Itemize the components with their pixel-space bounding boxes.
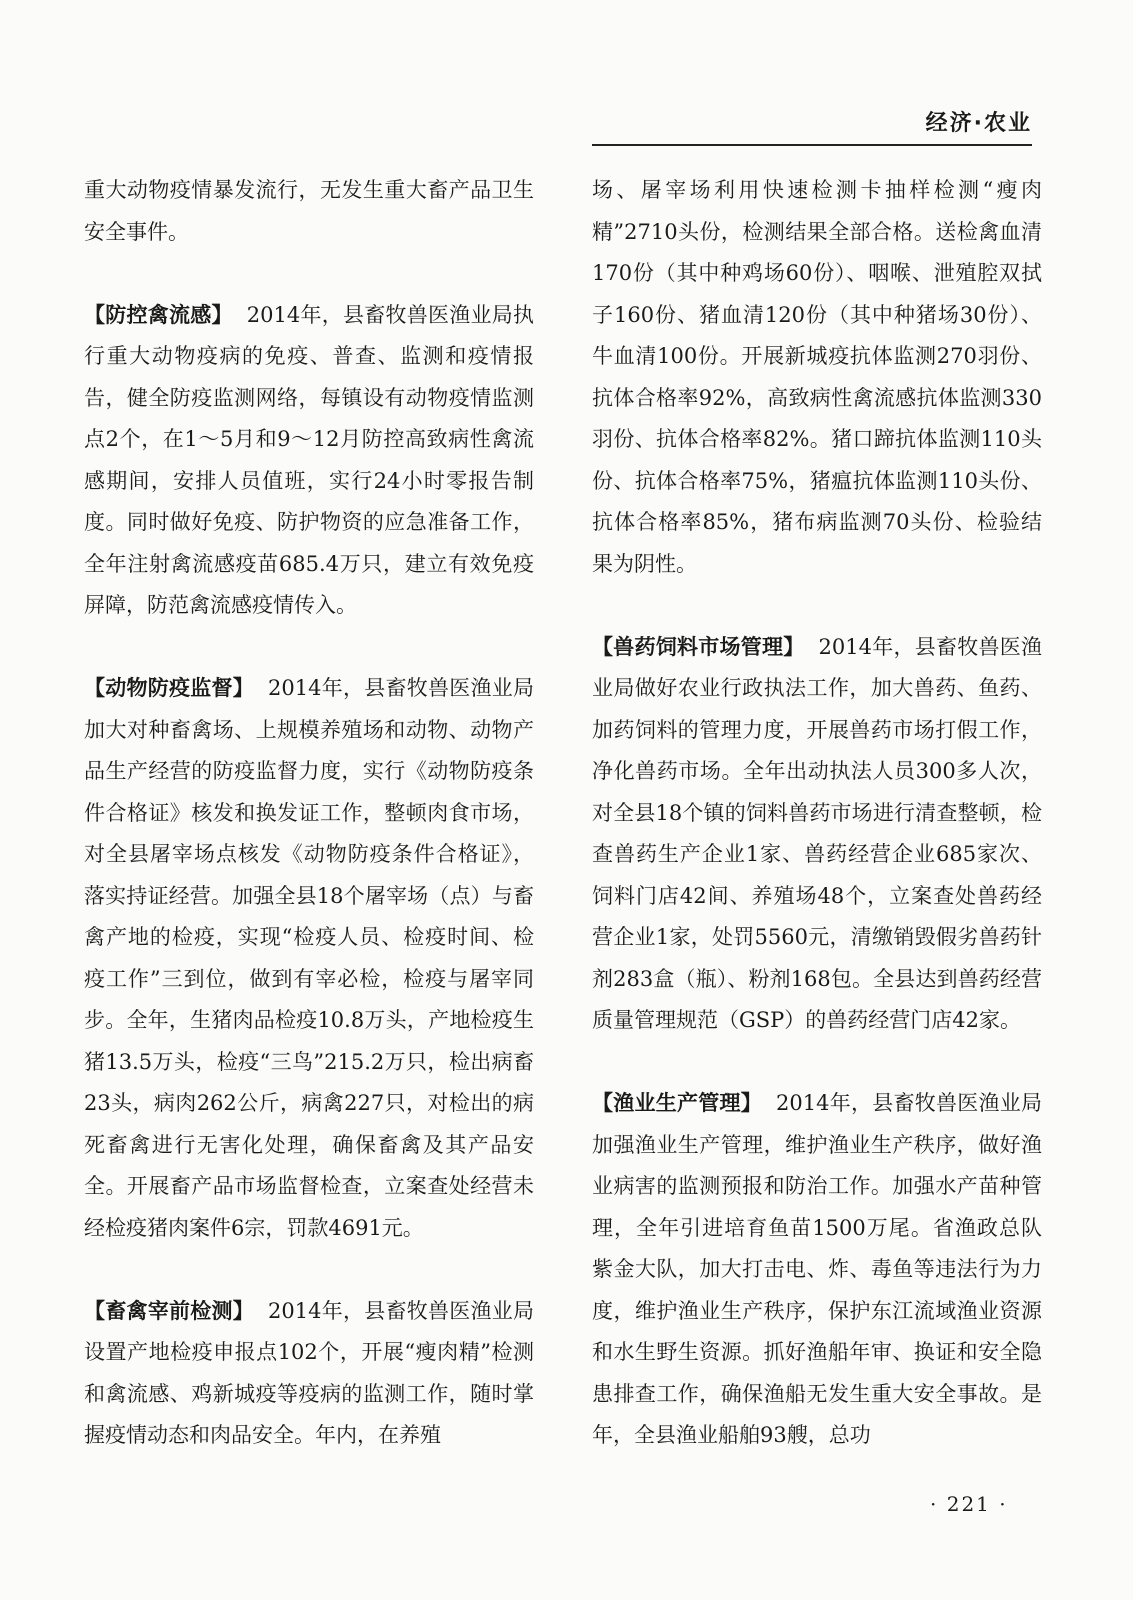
paragraph-gap — [84, 627, 534, 669]
paragraph-text: 2014年，县畜牧兽医渔业局执行重大动物疫病的免疫、普查、监测和疫情报告，健全防疫监测网络，每镇设有动物疫情监测点2个，在1～5月和9～12月防控高致病性禽流感期间，安排人员值班，实行24小时零报告制度。同时做好免疫、防护物资的应急准备工作，全年注射禽流感疫苗685.4万只，建立有效免疫屏障，防范禽流感疫情传入。 — [84, 302, 535, 617]
paragraph-gap — [84, 253, 534, 295]
paragraph — [84, 170, 534, 253]
paragraph-text: 2014年，县畜牧兽医渔业局做好农业行政执法工作，加大兽药、鱼药、加药饲料的管理力度，开展兽药市场打假工作，净化兽药市场。全年出动执法人员300多人次，对全县18个镇的饲料兽药市场进行清查整顿，检查兽药生产企业1家、兽药经营企业685家次、饲料门店42间、养殖场48个，立案查处兽药经营企业1家，处罚5560元，清缴销毁假劣兽药针剂283盒（瓶）、粉剂168包。全县达到兽药经营质量管理规范（GSP）的兽药经营门店42家。 — [592, 634, 1042, 1032]
running-header — [592, 98, 1032, 146]
paragraph-gap — [592, 585, 1042, 627]
paragraph-gap — [84, 1249, 534, 1291]
paragraph — [592, 1083, 1042, 1457]
paragraph-text: 重大动物疫情暴发流行，无发生重大畜产品卫生安全事件。 — [84, 178, 534, 244]
section-heading: 【畜禽宰前检测】 — [84, 1298, 255, 1323]
paragraph-text: 2014年，县畜牧兽医渔业局加大对种畜禽场、上规模养殖场和动物、动物产品生产经营的防疫监督力度，实行《动物防疫条件合格证》核发和换发证工作，整顿肉食市场，对全县屠宰场点核发《动物防疫条件合格证》，落实持证经营。加强全县18个屠宰场（点）与畜禽产地的检疫，实现“检疫人员、检疫时间、检疫工作”三到位，做到有宰必检，检疫与屠宰同步。全年，生猪肉品检疫10.8万头，产地检疫生猪13.5万头，检疫“三鸟”215.2万只，检出病畜23头，病肉262公斤，病禽227只，对检出的病死畜禽进行无害化处理，确保畜禽及其产品安全。开展畜产品市场监督检查，立案查处经营未经检疫猪肉案件6宗，罚款4691元。 — [84, 676, 534, 1240]
section-heading: 【渔业生产管理】 — [592, 1091, 763, 1115]
right-column — [592, 170, 1042, 1457]
paragraph-text: 场、屠宰场利用快速检测卡抽样检测“瘦肉精”2710头份，检测结果全部合格。送检禽血清170份（其中种鸡场60份）、咽喉、泄殖腔双拭子160份、猪血清120份（其中种猪场30份）、牛血清100份。开展新城疫抗体监测270羽份、抗体合格率92%，高致病性禽流感抗体监测330羽份、抗体合格率82%。猪口蹄抗体监测110头份、抗体合格率75%，猪瘟抗体监测110头份、抗体合格率85%，猪布病监测70头份、检验结果为阴性。 — [592, 178, 1042, 576]
paragraph-gap — [592, 1042, 1042, 1084]
paragraph — [592, 170, 1042, 585]
paragraph-text: 2014年，县畜牧兽医渔业局加强渔业生产管理，维护渔业生产秩序，做好渔业病害的监测预报和防治工作。加强水产苗种管理，全年引进培育鱼苗1500万尾。省渔政总队紫金大队，加大打击电、炸、毒鱼等违法行为力度，维护渔业生产秩序，保护东江流域渔业资源和水生野生资源。抓好渔船年审、换证和安全隐患排查工作，确保渔船无发生重大安全事故。是年，全县渔业船舶93艘，总功 — [592, 1091, 1042, 1447]
paragraph — [84, 668, 534, 1249]
section-heading: 【动物防疫监督】 — [84, 676, 255, 700]
paragraph — [592, 627, 1042, 1042]
section-heading: 【兽药饲料市场管理】 — [592, 634, 805, 659]
left-column — [84, 170, 534, 1457]
section-heading: 【防控禽流感】 — [84, 302, 233, 327]
paragraph-text: 2014年，县畜牧兽医渔业局设置产地检疫申报点102个，开展“瘦肉精”检测和禽流感、鸡新城疫等疫病的监测工作，随时掌握疫情动态和肉品安全。年内，在养殖 — [84, 1298, 534, 1447]
paragraph — [84, 295, 534, 627]
section-title: 经济·农业 — [925, 111, 1032, 136]
header-rule — [592, 144, 1032, 146]
paragraph — [84, 1291, 534, 1457]
page-number: · 221 · — [930, 1492, 1008, 1516]
